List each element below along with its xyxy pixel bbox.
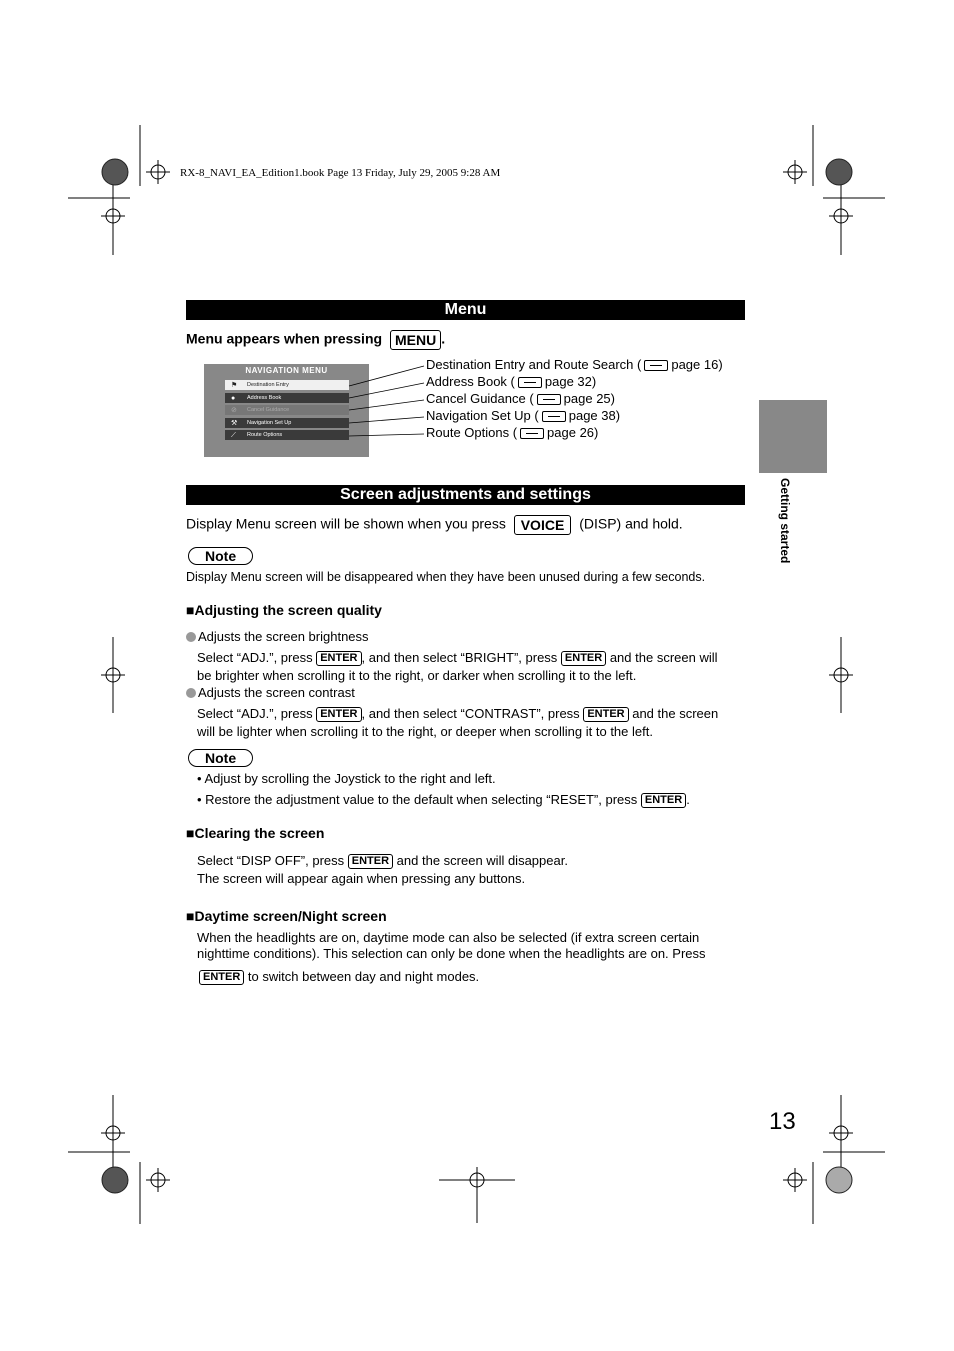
flag-icon: ⚑ (231, 382, 238, 389)
callout-page: page 16) (671, 357, 723, 372)
note-badge-2 (188, 749, 253, 768)
quality-heading: ■Adjusting the screen quality (186, 602, 382, 618)
text: and the screen (632, 706, 719, 721)
screen-intro (186, 515, 683, 535)
daynight-line-2: nighttime conditions). This selection can only be done when the headlights are on. Press (197, 946, 706, 961)
nav-item-label: Destination Entry (247, 382, 289, 388)
reference-icon (520, 428, 544, 439)
text: Select “ADJ.”, press (197, 650, 313, 665)
menu-intro-period: . (441, 330, 446, 347)
callout-page: page 26) (547, 425, 599, 440)
enter-key: ENTER (641, 793, 686, 808)
callout-address-book (426, 374, 596, 389)
callout-label: Route Options ( (426, 425, 518, 440)
contrast-line-2: will be lighter when scrolling it to the right, or deeper when scrolling it to the left. (197, 724, 653, 739)
brightness-line-2: be brighter when scrolling it to the right, or darker when scrolling it to the left. (197, 668, 637, 683)
reference-icon (537, 394, 561, 405)
text: , and then select “CONTRAST”, press (361, 706, 580, 721)
menu-section-title: Menu (186, 300, 745, 320)
enter-key: ENTER (316, 707, 361, 722)
enter-key: ENTER (583, 707, 628, 722)
side-tab (759, 400, 827, 473)
callout-page: page 32) (544, 374, 597, 389)
clearing-line-2: The screen will appear again when pressing any buttons. (197, 871, 526, 886)
daynight-line-1: When the headlights are on, daytime mode can also be selected (if extra screen certain (197, 930, 700, 945)
reference-icon (518, 377, 542, 388)
bullet-icon (186, 688, 196, 698)
note-label: Note (188, 547, 253, 565)
nav-menu-title: NAVIGATION MENU (245, 366, 328, 375)
bullet-icon (186, 632, 196, 642)
callout-page: page 38) (568, 408, 621, 423)
screen-section-title: Screen adjustments and settings (186, 485, 745, 505)
text: , and then select “BRIGHT”, press (361, 650, 558, 665)
nav-item-label: Cancel Guidance (247, 407, 290, 413)
text: and the screen will disappear. (396, 853, 568, 868)
nav-item-label: Route Options (247, 432, 283, 438)
contrast-line-1 (197, 706, 718, 722)
contrast-label: Adjusts the screen contrast (198, 685, 355, 700)
person-icon: ● (231, 395, 236, 402)
daynight-line-3 (199, 969, 479, 985)
nav-item-label: Navigation Set Up (247, 420, 292, 426)
clearing-heading: ■Clearing the screen (186, 825, 325, 841)
callout-label: Address Book ( (426, 374, 515, 389)
file-header: RX-8_NAVI_EA_Edition1.book Page 13 Friday, July 29, 2005 9:28 AM (180, 167, 501, 179)
voice-key: VOICE (514, 515, 572, 535)
enter-key: ENTER (316, 651, 361, 666)
brightness-label: Adjusts the screen brightness (198, 629, 369, 644)
cancel-icon: ⊘ (231, 407, 237, 414)
callout-label: Cancel Guidance ( (426, 391, 534, 406)
reference-icon (644, 360, 668, 371)
callout-label: Destination Entry and Route Search ( (426, 357, 642, 372)
menu-intro-text: Menu appears when pressing (186, 330, 383, 347)
enter-key: ENTER (561, 651, 606, 666)
contrast-label-row (186, 685, 355, 700)
screen-intro-a: Display Menu screen will be shown when you press (186, 515, 506, 532)
screen-intro-b: (DISP) and hold. (579, 515, 683, 532)
brightness-line-1 (197, 650, 718, 666)
note-badge (188, 547, 253, 566)
text: Select “DISP OFF”, press (197, 853, 345, 868)
callout-page: page 25) (563, 391, 615, 406)
callout-destination-entry (426, 357, 723, 372)
note-label: Note (188, 749, 253, 767)
callout-label: Navigation Set Up ( (426, 408, 539, 423)
wrench-icon: ⚒ (231, 420, 238, 427)
text: Select “ADJ.”, press (197, 706, 313, 721)
menu-key: MENU (390, 330, 441, 350)
text: to switch between day and night modes. (247, 969, 480, 984)
quality-note-1: • Adjust by scrolling the Joystick to the right and left. (197, 771, 496, 786)
callout-route-options (426, 425, 598, 440)
callout-cancel-guidance (426, 391, 615, 406)
quality-note-2 (197, 792, 690, 808)
callout-navigation-set-up (426, 408, 620, 423)
enter-key: ENTER (199, 970, 244, 985)
note-text: Display Menu screen will be disappeared when they have been unused during a few seconds. (186, 570, 706, 584)
text: • Restore the adjustment value to the default when selecting “RESET”, press (197, 792, 638, 807)
page-number: 13 (769, 1108, 796, 1135)
brightness-label-row (186, 629, 369, 644)
daynight-heading: ■Daytime screen/Night screen (186, 908, 387, 924)
nav-item-label: Address Book (247, 395, 282, 401)
enter-key: ENTER (348, 854, 393, 869)
clearing-line-1 (197, 853, 568, 869)
route-icon: ⟋ (231, 432, 236, 439)
text: . (686, 792, 690, 807)
reference-icon (542, 411, 566, 422)
text: and the screen will (609, 650, 718, 665)
side-tab-label: Getting started (778, 478, 792, 564)
